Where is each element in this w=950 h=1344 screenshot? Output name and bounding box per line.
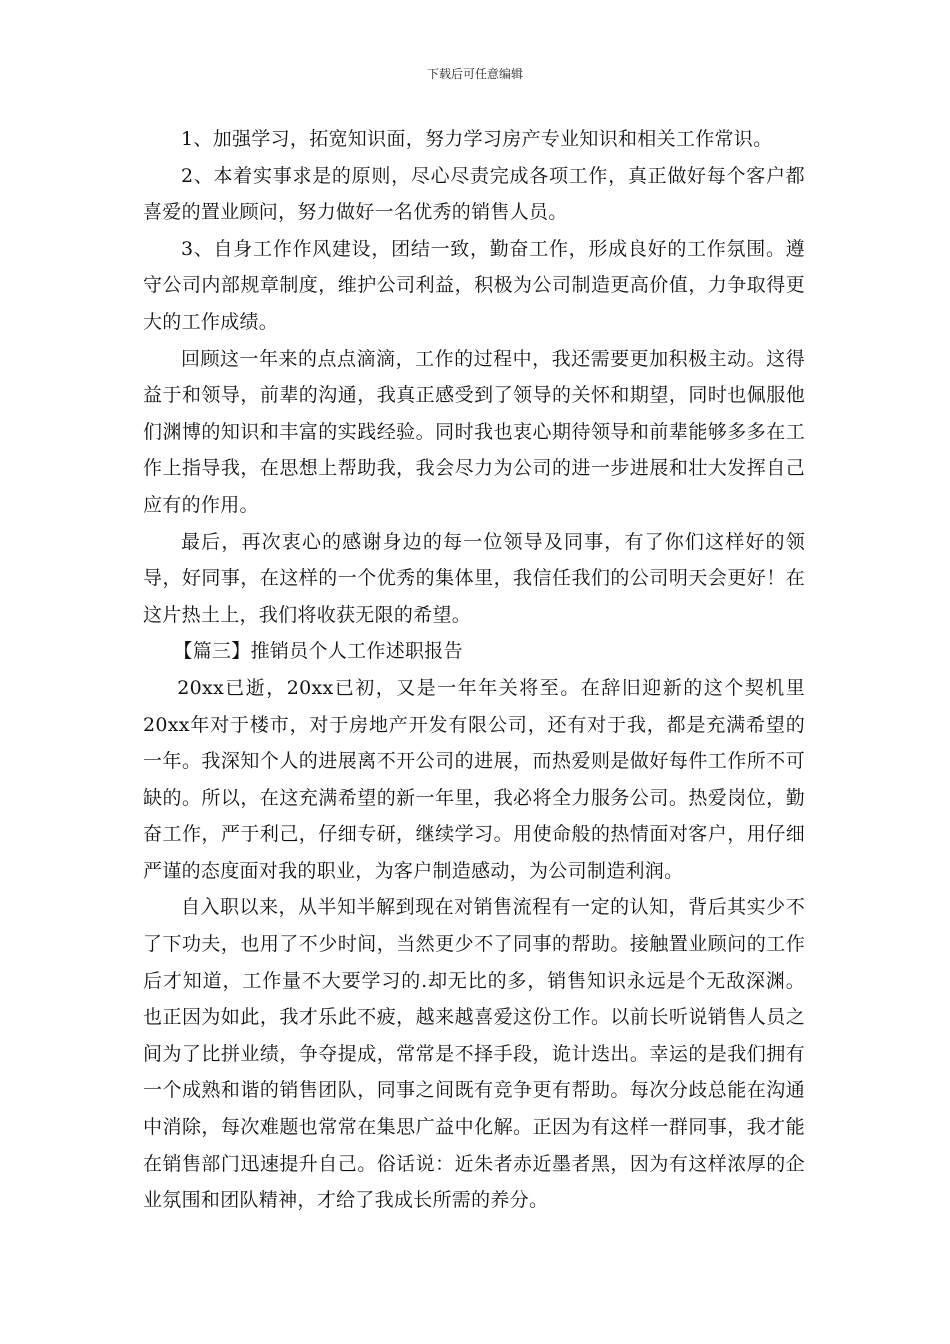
paragraph-new-year: 20xx已逝，20xx已初，又是一年年关将至。在辞旧迎新的这个契机里20xx年对于楼市，对于房地产开发有限公司，还有对于我，都是充满希望的一年。我深知个人的进展离不开公司的进展，而热爱则是做好每件工作所不可缺的。所以，在这充满希望的新一年里，我必将全力服务公司。热爱岗位，勤奋工作，严于利己，仔细专研，继续学习。用使命般的热情面对客户，用仔细严谨的态度面对我的职业，为客户制造感动，为公司制造利润。	[143, 676, 805, 882]
paragraph-item-3: 3、自身工作作风建设，团结一致，勤奋工作，形成良好的工作氛围。遵守公司内部规章制度，维护公司利益，积极为公司制造更高价值，力争取得更大的工作成绩。	[143, 237, 805, 333]
paragraph-since-joining: 自入职以来，从半知半解到现在对销售流程有一定的认知，背后其实少不了下功夫，也用了不少时间，当然更少不了同事的帮助。接触置业顾问的工作后才知道，工作量不大要学习的.却无比的多，销售知识永远是个无敌深渊。也正因为如此，我才乐此不疲，越来越喜爱这份工作。以前长听说销售人员之间为了比拼业绩，争夺提成，常常是不择手段，诡计迭出。幸运的是我们拥有一个成熟和谐的销售团队，同事之间既有竞争更有帮助。每次分歧总能在沟通中消除，每次难题也常常在集思广益中化解。正因为有这样一群同事，我才能在销售部门迅速提升自己。俗话说：近朱者赤近墨者黑，因为有这样浓厚的企业氛围和团队精神，才给了我成长所需的养分。	[143, 896, 805, 1212]
paragraph-item-2: 2、本着实事求是的原则，尽心尽责完成各项工作，真正做好每个客户都喜爱的置业顾问，努力做好一名优秀的销售人员。	[143, 164, 805, 224]
page-header-note: 下载后可任意编辑	[426, 67, 523, 81]
paragraph-thanks: 最后，再次衷心的感谢身边的每一位领导及同事，有了你们这样好的领导，好同事，在这样的一个优秀的集体里，我信任我们的公司明天会更好！在这片热土上，我们将收获无限的希望。	[143, 530, 805, 626]
paragraph-item-1: 1、加强学习，拓宽知识面，努力学习房产专业知识和相关工作常识。	[181, 128, 773, 150]
paragraph-review: 回顾这一年来的点点滴滴，工作的过程中，我还需要更加积极主动。这得益于和领导，前辈的沟通，我真正感受到了领导的关怀和期望，同时也佩服他们渊博的知识和丰富的实践经验。同时我也衷心期待领导和前辈能够多多在工作上指导我，在思想上帮助我，我会尽力为公司的进一步进展和壮大发挥自己应有的作用。	[143, 347, 805, 516]
section-heading: 【篇三】推销员个人工作述职报告	[173, 640, 463, 663]
document-body	[143, 121, 805, 1219]
